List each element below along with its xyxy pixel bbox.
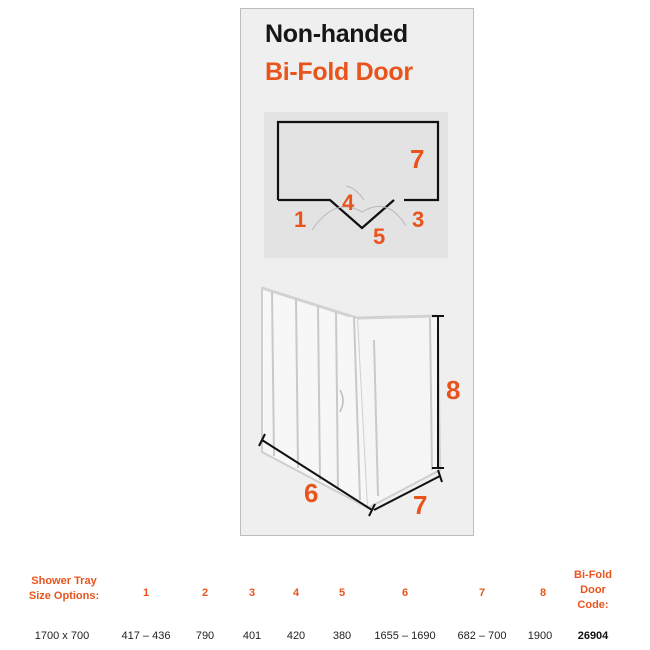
plan-label-4: 4 bbox=[342, 190, 355, 215]
header-col-7: 7 bbox=[478, 587, 486, 599]
cell-col-3: 401 bbox=[242, 630, 262, 642]
size-options-table bbox=[0, 560, 650, 650]
cell-tray-size: 1700 x 700 bbox=[34, 630, 90, 642]
header-col-1: 1 bbox=[142, 587, 150, 599]
cell-col-7: 682 – 700 bbox=[457, 630, 507, 642]
plan-label-7: 7 bbox=[410, 144, 425, 174]
header-col-6: 6 bbox=[401, 587, 409, 599]
header-bifold-door-code: Bi-Fold Door Code: bbox=[574, 569, 612, 611]
dimension-label-8: 8 bbox=[446, 375, 461, 405]
header-col-3: 3 bbox=[248, 587, 256, 599]
cell-col-1: 417 – 436 bbox=[121, 630, 171, 642]
plan-label-5: 5 bbox=[373, 224, 386, 249]
title-bi-fold-door: Bi-Fold Door bbox=[265, 58, 413, 86]
cell-col-4: 420 bbox=[286, 630, 306, 642]
header-shower-tray: Shower Tray Size Options: bbox=[28, 575, 100, 602]
cell-col-8: 1900 bbox=[527, 630, 553, 642]
header-col-4: 4 bbox=[292, 587, 300, 599]
header-col-2: 2 bbox=[201, 587, 209, 599]
cell-col-5: 380 bbox=[332, 630, 352, 642]
plan-label-3: 3 bbox=[412, 207, 425, 232]
header-col-8: 8 bbox=[539, 587, 547, 599]
dimension-label-6: 6 bbox=[304, 478, 319, 508]
title-non-handed: Non-handed bbox=[265, 20, 408, 48]
plan-view-panel bbox=[264, 112, 448, 258]
plan-label-1: 1 bbox=[294, 207, 307, 232]
cell-door-code: 26904 bbox=[577, 630, 609, 642]
header-col-5: 5 bbox=[338, 587, 346, 599]
dimension-label-7: 7 bbox=[413, 490, 428, 520]
cell-col-6: 1655 – 1690 bbox=[374, 630, 436, 642]
enclosure-3d-view bbox=[262, 288, 440, 508]
cell-col-2: 790 bbox=[195, 630, 215, 642]
